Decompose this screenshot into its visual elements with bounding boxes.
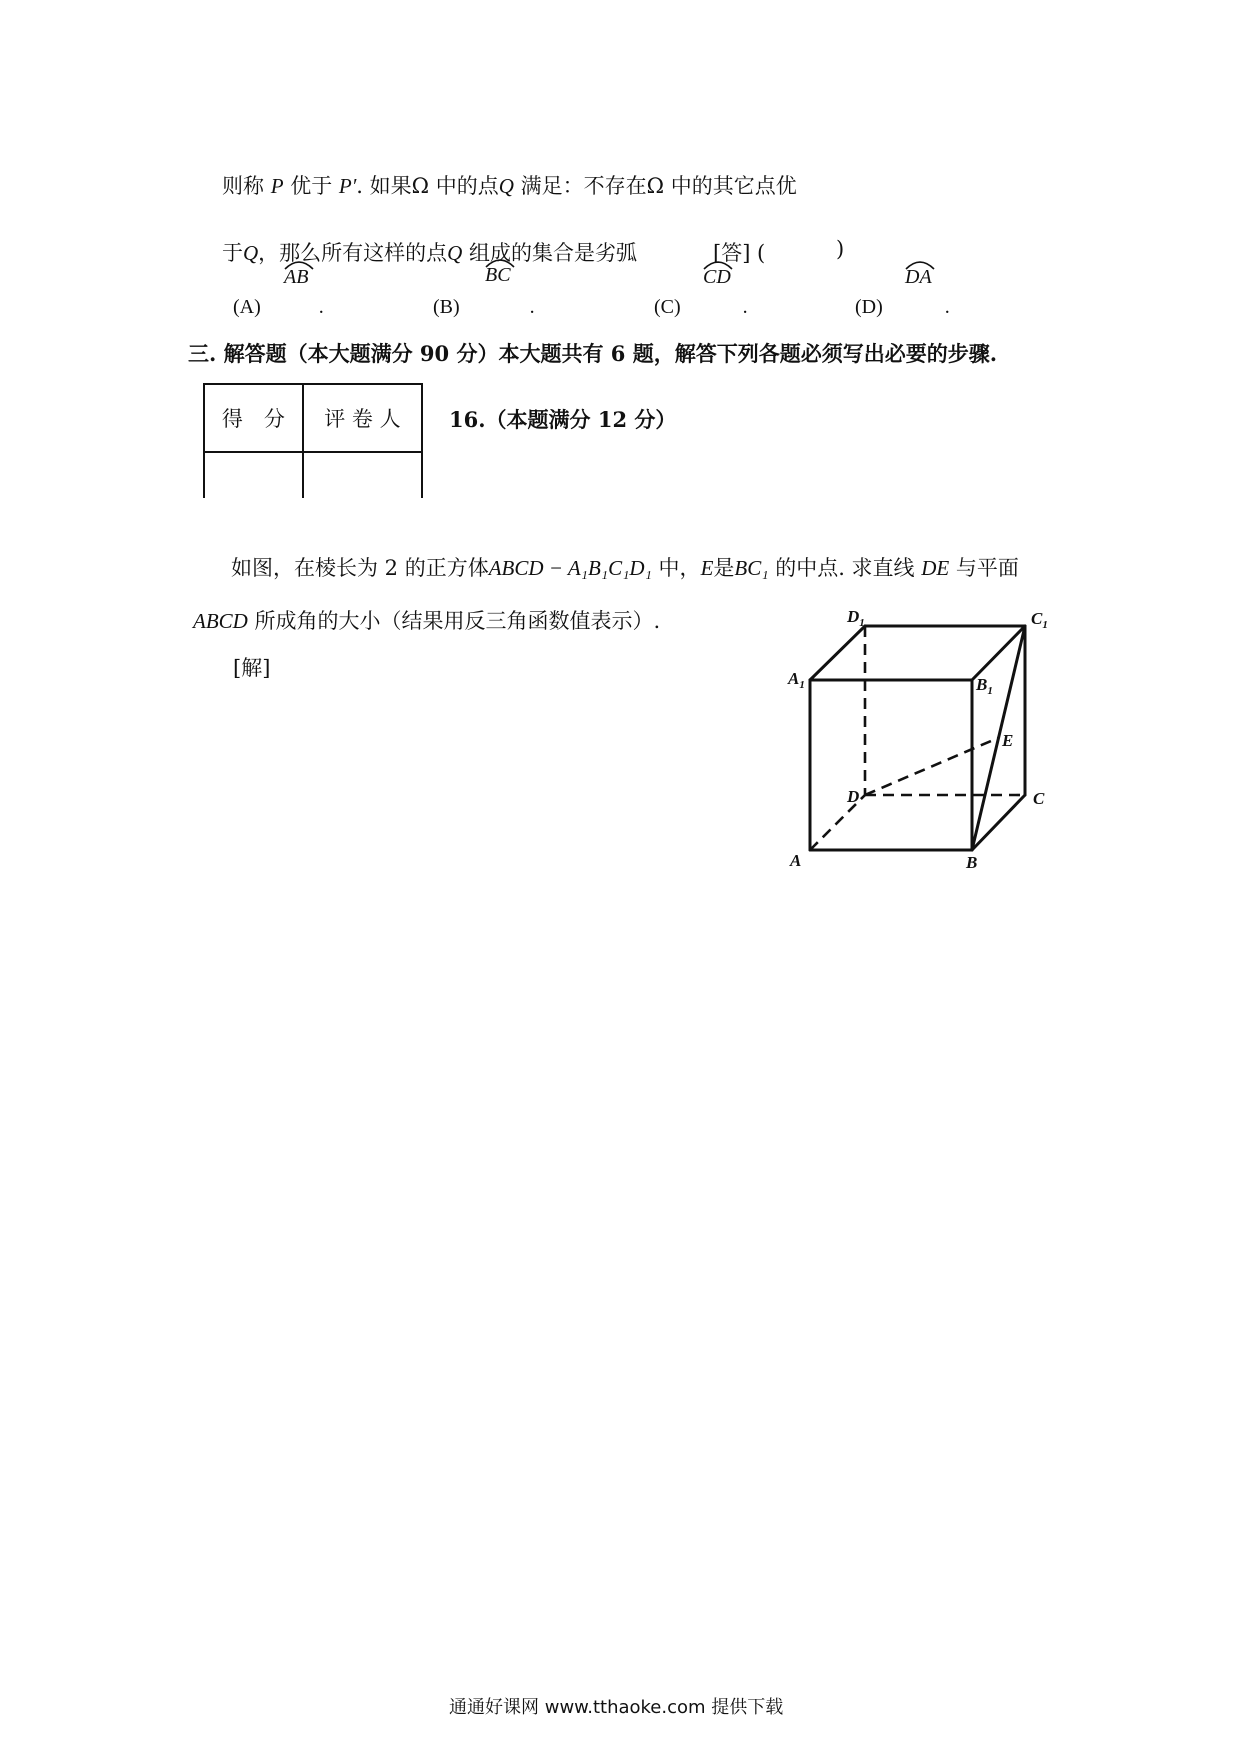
problem16-line2: ABCD 所成角的大小（结果用反三角函数值表示）. xyxy=(193,609,661,633)
option-c[interactable]: (C) . xyxy=(654,296,748,318)
label-D1: $D_1$ xyxy=(847,607,865,629)
option-a[interactable]: (A) . xyxy=(233,296,324,318)
label-A: A xyxy=(790,851,802,870)
edge-A1D1 xyxy=(810,626,865,680)
footer-text: 通通好课网 www.tthaoke.com 提供下载 xyxy=(449,1697,784,1718)
cube-figure xyxy=(780,600,1060,870)
label-B1: $B_1$ xyxy=(976,675,993,697)
problem15-line2: 于Q，那么所有这样的点Q 组成的集合是劣弧 xyxy=(222,241,638,265)
label-C1: $C_1$ xyxy=(1031,609,1048,631)
label-E: E xyxy=(1002,731,1014,750)
label-C: C xyxy=(1033,789,1045,808)
score-table xyxy=(203,383,423,498)
grader-cell[interactable] xyxy=(303,452,422,498)
edge-BC1 xyxy=(972,626,1025,850)
problem16-line1: 如图，在棱长为 2 的正方体ABCD − A₁B₁C₁D₁ 中，E是BC₁ 的中点. 求直线 DE 与平面 xyxy=(231,556,1019,580)
option-d[interactable]: (D) . xyxy=(855,296,950,318)
grader-header: 评 卷 人 xyxy=(303,384,422,452)
score-cell[interactable] xyxy=(204,452,303,498)
problem15-line1: 则称 P 优于 P′. 如果Ω 中的点Q 满足：不存在Ω 中的其它点优 xyxy=(222,174,797,198)
label-B: B xyxy=(966,853,978,870)
score-header: 得 分 xyxy=(204,384,303,452)
label-D: D xyxy=(847,787,860,806)
edge-C1B1 xyxy=(972,626,1025,680)
answer-bracket: [答] ( xyxy=(713,241,766,265)
label-A1: $A_1$ xyxy=(788,669,805,691)
section3-heading: 三. 解答题（本大题满分 90 分）本大题共有 6 题，解答下列各题必须写出必要的步骤. xyxy=(188,341,998,366)
option-b[interactable]: (B) . xyxy=(433,296,535,318)
solution-tag: [解] xyxy=(233,656,271,680)
problem16-title: 16.（本题满分 12 分） xyxy=(449,407,677,432)
segment-DE xyxy=(865,738,998,795)
answer-bracket-close: ) xyxy=(836,237,845,261)
